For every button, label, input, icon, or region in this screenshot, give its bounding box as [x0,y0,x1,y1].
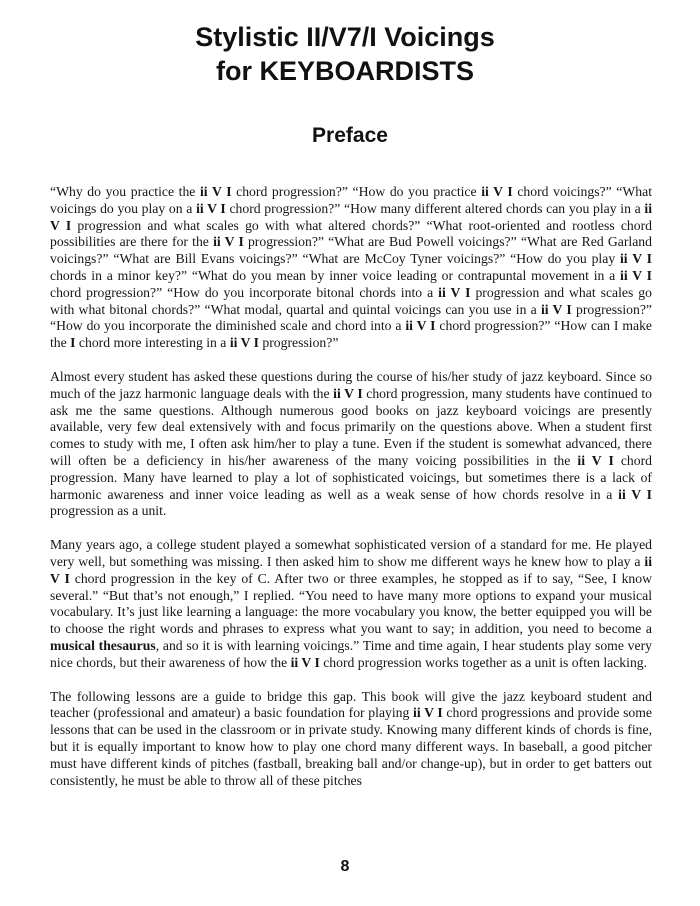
bold-text-run: ii V I [405,318,436,334]
paragraph [50,369,652,520]
section-heading: Preface [312,124,388,147]
text-run: chord progression?” “How do you incorporate bitonal chords into a [50,284,439,300]
text-run: chord progression works together as a unit is often lacking. [319,654,648,670]
bold-text-run: ii V I [540,301,572,317]
paragraph [50,689,652,790]
page-number: 8 [340,858,350,875]
bold-text-run: ii V I [213,234,244,250]
text-run: chord progressions and provide some lessons that can be used in the classroom or in private study. Knowing many different kinds of chords is fine, but it is equally important to know how to play one chord many different ways. In baseball, a good pitcher must have different kinds of pitches (fastball, breaking ball and/or change-up), but in order to get batters out consistently, he must be able to throw all of these pitches [50,705,652,788]
text-run: progression and what scales go with what bitonal chords?” “What modal, quartal and quintal voicings can you use in a [50,284,652,317]
bold-text-run: ii V I [196,200,226,216]
text-run: chords in a minor key?” “What do you mean by inner voice leading or contrapuntal movement in a [50,267,621,283]
text-run: progression?” [258,335,339,351]
bold-text-run: ii V I [413,705,443,721]
bold-text-run: ii V I [481,184,513,199]
bold-text-run: ii V I [618,486,652,502]
text-run: chord voicings?” “What voicings do you play on a [50,184,652,216]
paragraph [50,537,652,671]
paragraph [50,184,652,352]
text-run: progression?” “What are Bud Powell voicings?” “What are Red Garland voicings?” “What are Bill Evans voicings?” “What are McCoy Tyner voicings?” “How do you play [50,234,652,267]
bold-text-run: ii V I [577,452,614,468]
bold-text-run: ii V I [620,251,652,267]
text-run: progression and what scales go with what altered chords?” “What root-oriented and rootless chord possibilities are there for the [50,217,653,250]
text-run: chord progression?” “How can I make the [50,318,653,351]
text-run: Almost every student has asked these questions during the course of his/her study of jazz keyboard. Since so much of the jazz harmonic language deals with the [50,368,652,401]
text-run: chord progression, many students have continued to ask me the same questions. Although numerous good books on jazz keyboard voicings are presently available, very few deal extensively with and focus primarily on the questions above. When a student first comes to study with me, I often ask him/her to play a tune. Even if the student is somewhat advanced, there will often be a deficiency in his/her awareness of the many voicing possibilities in the [50,385,652,468]
preface-body [50,184,652,806]
text-run: chord progression in the key of C. After two or three examples, he stopped as if to say, “See, I know several.” “But that’s not enough,” I replied. “You need to have many more options to expand your musical vocabulary. It’s just like learning a language: the more vocabulary you know, the better equipped you will be to choose the right words and phrases to express what you want to say; in addition, you need to become a [50,570,652,637]
bold-text-run: ii V I [333,385,363,401]
text-run: “Why do you practice the [50,184,200,199]
bold-text-run: ii V I [50,200,652,233]
title-line-1: Stylistic II/V7/I Voicings [195,22,495,52]
text-run: , and so it is with learning voicings.” Time and time again, I hear students play some very nice chords, but their awareness of how the [50,637,652,670]
text-run: chord progression?” “How do you practice [231,184,482,199]
bold-text-run: ii V I [620,267,652,283]
book-title [0,20,690,88]
text-run: The following lessons are a guide to bridge this gap. This book will give the jazz keyboard student and teacher (professional and amateur) a basic foundation for playing [50,688,652,721]
text-run: chord more interesting in a [75,335,230,351]
text-run: Many years ago, a college student played a somewhat sophisticated version of a standard for me. He played very well, but something was missing. I then asked him to show me different ways he knew how to play a [50,537,652,569]
text-run: progression?” “How do you incorporate the diminished scale and chord into a [50,301,652,334]
bold-text-run: ii V I [50,553,652,586]
bold-text-run: ii V I [199,184,232,199]
bold-text-run: ii V I [290,654,320,670]
bold-text-run: ii V I [438,284,471,300]
bold-text-run: I [70,335,76,351]
bold-text-run: musical thesaurus [50,637,156,653]
text-run: chord progression. Many have learned to play a lot of sophisticated voicings, but sometimes there is a lack of harmonic awareness and inner voice leading as well as a weak sense of how chords resolve in a [50,452,652,502]
title-line-2: for KEYBOARDISTS [215,56,475,86]
bold-text-run: ii V I [229,335,259,351]
text-run: chord progression?” “How many different altered chords can you play in a [225,200,645,216]
text-run: progression as a unit. [50,503,167,519]
